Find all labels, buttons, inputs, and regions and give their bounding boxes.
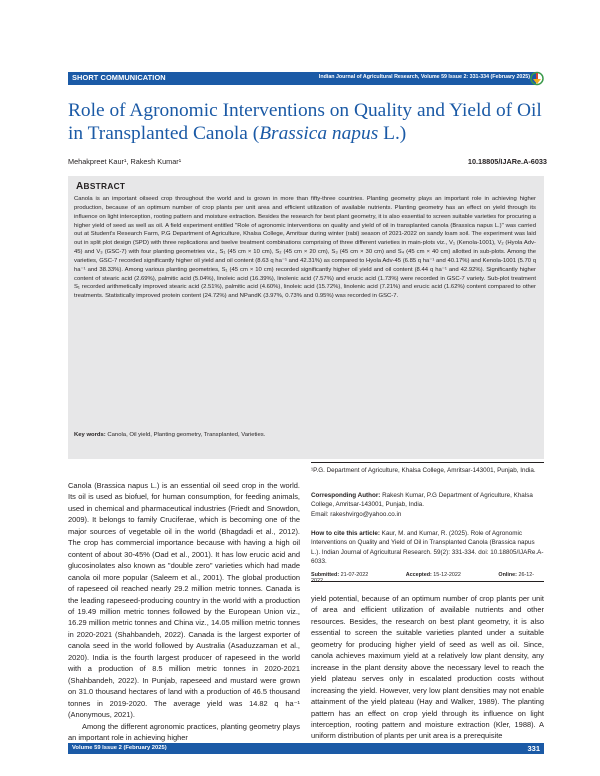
article-type: SHORT COMMUNICATION xyxy=(72,73,166,82)
page-number: 331 xyxy=(527,744,540,753)
practice-paragraph: Among the different agronomic practices, planting geometry plays an important role in achieving higher xyxy=(68,721,300,742)
abstract-panel xyxy=(68,176,544,459)
submitted-date: Submitted: 21-07-2022 xyxy=(311,572,369,578)
how-to-cite: How to cite this article: Kaur, M. and Kumar, R. (2025). Role of Agronomic Interventions on Quality and Yield of Oil in Transplanted Canola (Brassica napus L.). Indian Journal of Agricultural Research. 59(2): 331-334. doi: 10.18805/IJARe.A-6033. xyxy=(311,530,544,565)
check-for-updates-icon[interactable] xyxy=(530,70,544,87)
body-left-column xyxy=(68,480,300,743)
divider xyxy=(311,462,544,463)
doi-label[interactable]: 10.18805/IJARe.A-6033 xyxy=(467,157,547,166)
abstract-heading: ABSTRACT xyxy=(76,181,126,192)
corresponding-author: Corresponding Author: Rakesh Kumar, P.G Department of Agriculture, Khalsa College, Amritsar-143001, Punjab, India. Email: rakeshvirgo@yahoo.co.in xyxy=(311,492,533,518)
article-dates xyxy=(311,572,544,584)
page-footer xyxy=(68,743,544,754)
body-right-column: yield potential, because of an optimum number of crop plants per unit of area and efficient utilization of available nutrients and other resources. Besides, the research on best plant geometry, it is also essential to screen the suitable varieties planted under a suitable geometry for producing higher yield of seed as well as oil. Since, canola achieves maximum yield at a relatively low plant density, any increase in the plant density above the necessary level to reach the yield plateau serves only in escalated production costs without increasing the yield. However, very low plant densities may not enable attainment of the yield plateau (Hay and Walker, 1989). The planting pattern has an effect on crop yield through its influence on light interception, rooting pattern and moisture extraction (Kler, 1988). A uniform distribution of plants per unit area is a prerequisite xyxy=(311,594,544,741)
keywords xyxy=(74,432,536,438)
footer-issue: Volume 59 Issue 2 (February 2025) xyxy=(72,745,167,751)
journal-banner xyxy=(68,72,536,85)
affiliation: ¹P.G. Department of Agriculture, Khalsa College, Amritsar-143001, Punjab, India. xyxy=(311,467,536,474)
accepted-date: Accepted: 15-12-2022 xyxy=(405,572,461,578)
title-suffix: L.) xyxy=(378,123,407,144)
title-species: Brassica napus xyxy=(259,123,379,144)
journal-citation-line: Indian Journal of Agricultural Research, Volume 59 Issue 2: 331-334 (February 2025) xyxy=(318,74,530,80)
title-text: Role of Agronomic Interventions on Quality and Yield of Oil in Transplanted Canola ( xyxy=(68,100,542,144)
online-date: Online: 26-12-2022 xyxy=(311,572,535,584)
author-list: Mehakpreet Kaur¹, Rakesh Kumar¹ xyxy=(68,157,182,166)
email-link[interactable]: Email: rakeshvirgo@yahoo.co.in xyxy=(311,510,402,518)
keywords-label: Key words: xyxy=(74,432,106,438)
abstract-text: Canola is an important oilseed crop throughout the world and is grown in more than fifty-three countries. Planting geometry plays an important role in achieving higher production, because of an optimum number of crop plants per unit area and efficient utilization of available nutrients. Planting geometry has an effect on yield through its influence on light interception, rooting pattern and moisture extraction. Besides the research for best plant geometry, it is also essential to screen suitable varieties for procuring a higher yield of seed as well as oil. A field experiment entitled "Role of agronomic interventions on quality and yield of oil in transplanted canola (Brassica napus L.)" was carried out at Student's Research Farm, P.G Department of Agriculture, Khalsa College, Amritsar during winter (rabi) season of 2021-2022 on sandy loam soil. The experiment was laid out in split plot design (SPD) with three replications and twelve treatment combinations comprising of three different varieties in main-plots viz., V₁ (Kenola-1001), V₂ (Hyola Adv-45) and V₃ (GSC-7) with four planting geometries viz., S₁ (45 cm × 10 cm), S₂ (45 cm × 20 cm), S₃ (45 cm × 30 cm) and S₄ (45 cm × 40 cm) allotted in sub-plots. Among the varieties, GSC-7 recorded significantly higher oil yield and oil content (8.63 q ha⁻¹ and 42.31%) as compared to Hyola Adv-45 (6.85 q ha⁻¹ and 40.17%) and Kenola-1001 (5.70 q ha⁻¹ and 38.33%). Among various planting geometries, S₁ (45 cm × 10 cm) recorded significantly higher oil yield and oil content (8.44 q ha⁻¹ and 42.92%). Significantly higher content of stearic acid (2.69%), palmitic acid (5.04%), linoleic acid (16.39%), linolenic acid (7.57%) and erucic acid (1.73%) were recorded in GSC-7 variety. Sub-plot treatment S₁ recorded arithmetically improved stearic acid (2.51%), palmitic acid (4.60%), linoleic acid (15.72%), linolenic acid (7.21%) and erucic acid (1.62%) content compared to other treatments. Statistically improved protein content (24.72%) and NPandK (3.97%, 0.73% and 0.95%) was recorded in GSC-7. xyxy=(74,196,536,300)
intro-paragraph: Canola (Brassica napus L.) is an essential oil seed crop in the world. Its oil is used as biofuel, for human consumption, for feeding animals, used in chemical and pharmaceutical industries (Friedt and Snowdon, 2009). It belongs to family Cruciferae, which is becoming one of the major sources of vegetable oil in the world (Bhagdadi et al., 2012). The crop has commercial importance because with having a high oil content of about 30-45% (Oad et al., 2001). It has low erucic acid and glucosinolates also known as "double zero" varieties which had made canola oil more popular (Saleem et al., 2001). The global production of rapeseed oil reached nearly 29.2 million metric tonnes. Canada is the leading rapeseed-producing country in the world with a production of 19.49 million metric tonnes followed by the European Union viz., 16.29 million metric tonnes and China viz., 14.05 million metric tonnes in 2020-2021 (Shahbandeh, 2022). Canada is the largest exporter of canola seed in the world followed by Australia (Asaduzzaman et al., 2020). India is the fourth largest producer of rapeseed in the world with a production of 8.5 million metric tonnes in 2020-2021 (Shahbandeh, 2022). In Punjab, rapeseed and mustard were grown on 31.0 thousand hectares of land with a production of 46.5 thousand tonnes in 2019-2020. The average yield was 14.82 q ha⁻¹ (Anonymous, 2021). xyxy=(68,481,300,720)
divider xyxy=(311,581,544,582)
article-title xyxy=(68,99,548,145)
keywords-list: Canola, Oil yield, Planting geometry, Transplanted, Varieties. xyxy=(105,432,266,438)
